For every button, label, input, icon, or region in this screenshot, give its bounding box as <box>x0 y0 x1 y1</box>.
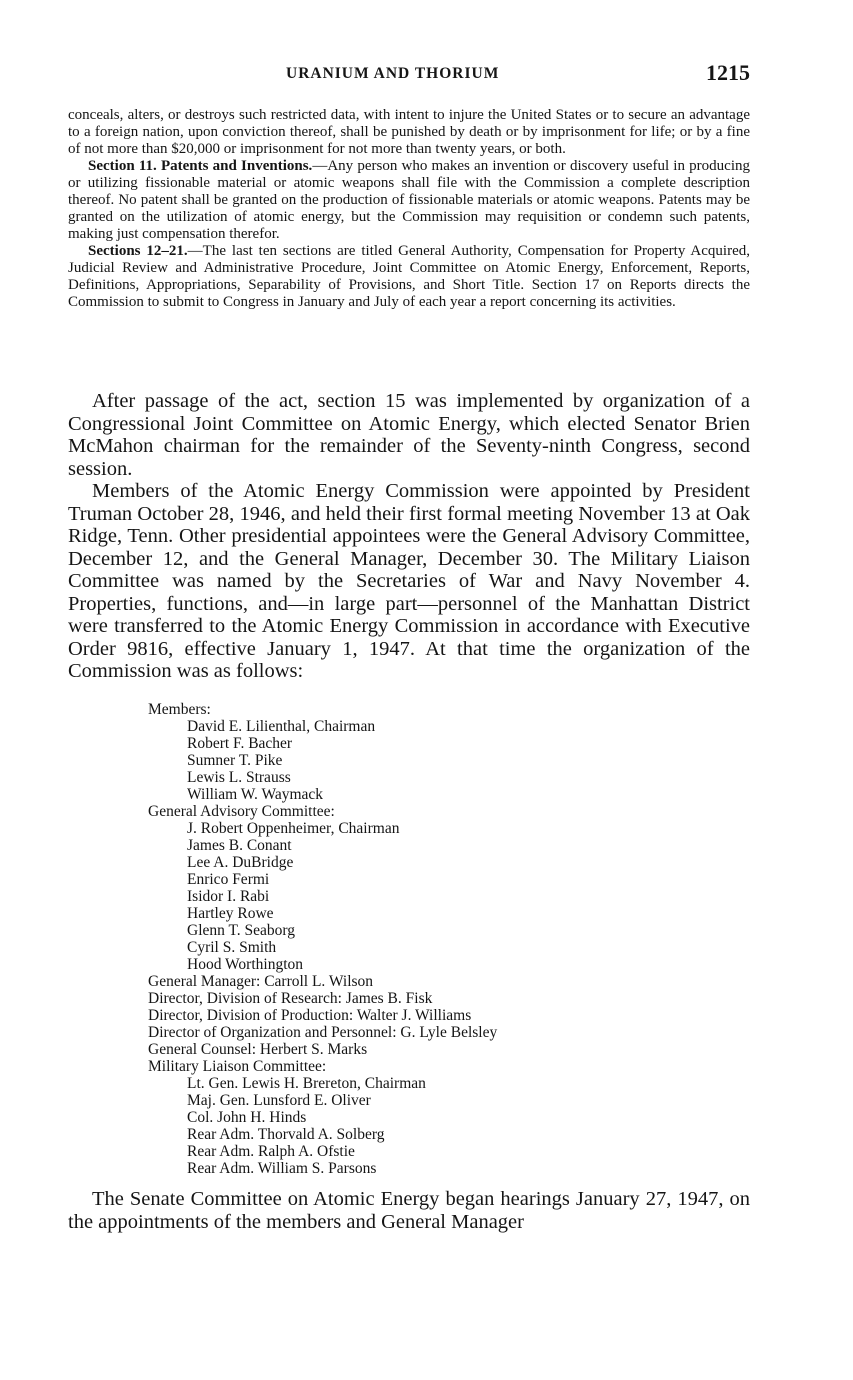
mlc-heading: Military Liaison Committee: <box>148 1058 327 1075</box>
running-title: URANIUM AND THORIUM <box>286 65 500 82</box>
section-12-21-heading: Sections 12–21. <box>88 243 188 259</box>
section-11-text: —Any person who makes an invention or discovery useful in producing or utilizing fissionable material or atomic weapons shall file with the Commission a complete description thereof. No patent shall be granted on the production of fissionable materials or atomic weapons. Patents may be granted on the utilization of atomic energy, but the Commission may requisition or condemn such patents, making just compensation therefor. <box>68 158 750 242</box>
gac-entry: J. Robert Oppenheimer, Chairman <box>187 820 400 837</box>
gac-entry: Glenn T. Seaborg <box>187 922 296 939</box>
senate-hearings-paragraph: The Senate Committee on Atomic Energy began hearings January 27, 1947, on the appointments of the members and General Manager <box>68 1188 750 1233</box>
gac-entry: Hartley Rowe <box>187 905 274 922</box>
page-header <box>68 62 750 88</box>
page-number: 1215 <box>706 60 750 85</box>
member-entry: Robert F. Bacher <box>187 735 293 752</box>
gac-entry: James B. Conant <box>187 837 292 854</box>
member-entry: Sumner T. Pike <box>187 752 283 769</box>
members-heading: Members: <box>148 701 211 718</box>
director-production-line: Director, Division of Production: Walter J. Williams <box>148 1007 472 1024</box>
mlc-entry: Rear Adm. Thorvald A. Solberg <box>187 1126 385 1143</box>
commission-appointment-paragraph: Members of the Atomic Energy Commission were appointed by President Truman October 28, 1946, and held their first formal meeting November 13 at Oak Ridge, Tenn. Other presidential appointees were the General Advisory Committee, December 12, and the General Manager, December 30. The Military Liaison Committee was named by the Secretaries of War and Navy November 4. Properties, functions, and—in large part—personnel of the Manhattan District were transferred to the Atomic Energy Commission in accordance with Executive Order 9816, effective January 1, 1947. At that time the organization of the Commission was as follows: <box>68 480 750 682</box>
mlc-entry: Col. John H. Hinds <box>187 1109 307 1126</box>
member-entry: Lewis L. Strauss <box>187 769 291 786</box>
act-summary-block <box>68 107 750 311</box>
gac-entry: Hood Worthington <box>187 956 304 973</box>
member-entry: William W. Waymack <box>187 786 324 803</box>
gac-entry: Cyril S. Smith <box>187 939 277 956</box>
member-entry: David E. Lilienthal, Chairman <box>187 718 376 735</box>
gac-heading: General Advisory Committee: <box>148 803 335 820</box>
mlc-entry: Maj. Gen. Lunsford E. Oliver <box>187 1092 371 1109</box>
director-organization-line: Director of Organization and Personnel: G. Lyle Belsley <box>148 1024 498 1041</box>
joint-committee-paragraph: After passage of the act, section 15 was implemented by organization of a Congressional Joint Committee on Atomic Energy, which elected Senator Brien McMahon chairman for the remainder of the Seventy-ninth Congress, second session. <box>68 390 750 480</box>
director-research-line: Director, Division of Research: James B. Fisk <box>148 990 433 1007</box>
gac-entry: Lee A. DuBridge <box>187 854 294 871</box>
mlc-entry: Rear Adm. William S. Parsons <box>187 1160 377 1177</box>
section-11-paragraph <box>68 158 750 243</box>
continuation-paragraph: conceals, alters, or destroys such restricted data, with intent to injure the United States or to secure an advantage to a foreign nation, upon conviction thereof, shall be punished by death or by imprisonment for life; or by a fine of not more than $20,000 or imprisonment for not more than twenty years, or both. <box>68 107 750 157</box>
organization-list <box>148 701 708 1177</box>
gac-entry: Isidor I. Rabi <box>187 888 270 905</box>
general-counsel-line: General Counsel: Herbert S. Marks <box>148 1041 368 1058</box>
mlc-entry: Rear Adm. Ralph A. Ofstie <box>187 1143 355 1160</box>
section-11-heading: Section 11. Patents and Inventions. <box>88 158 313 174</box>
narrative-block <box>68 390 750 683</box>
gac-entry: Enrico Fermi <box>187 871 270 888</box>
closing-block <box>68 1188 750 1234</box>
general-manager-line: General Manager: Carroll L. Wilson <box>148 973 374 990</box>
section-12-21-paragraph <box>68 243 750 311</box>
mlc-entry: Lt. Gen. Lewis H. Brereton, Chairman <box>187 1075 426 1092</box>
section-12-21-text: —The last ten sections are titled General Authority, Compensation for Property Acquired, Judicial Review and Administrative Procedure, Joint Committee on Atomic Energy, Enforcement, Reports, Definitions, Appropriations, Separability of Provisions, and Short Title. Section 17 on Reports directs the Commission to submit to Congress in January and July of each year a report concerning its activities. <box>68 243 750 310</box>
